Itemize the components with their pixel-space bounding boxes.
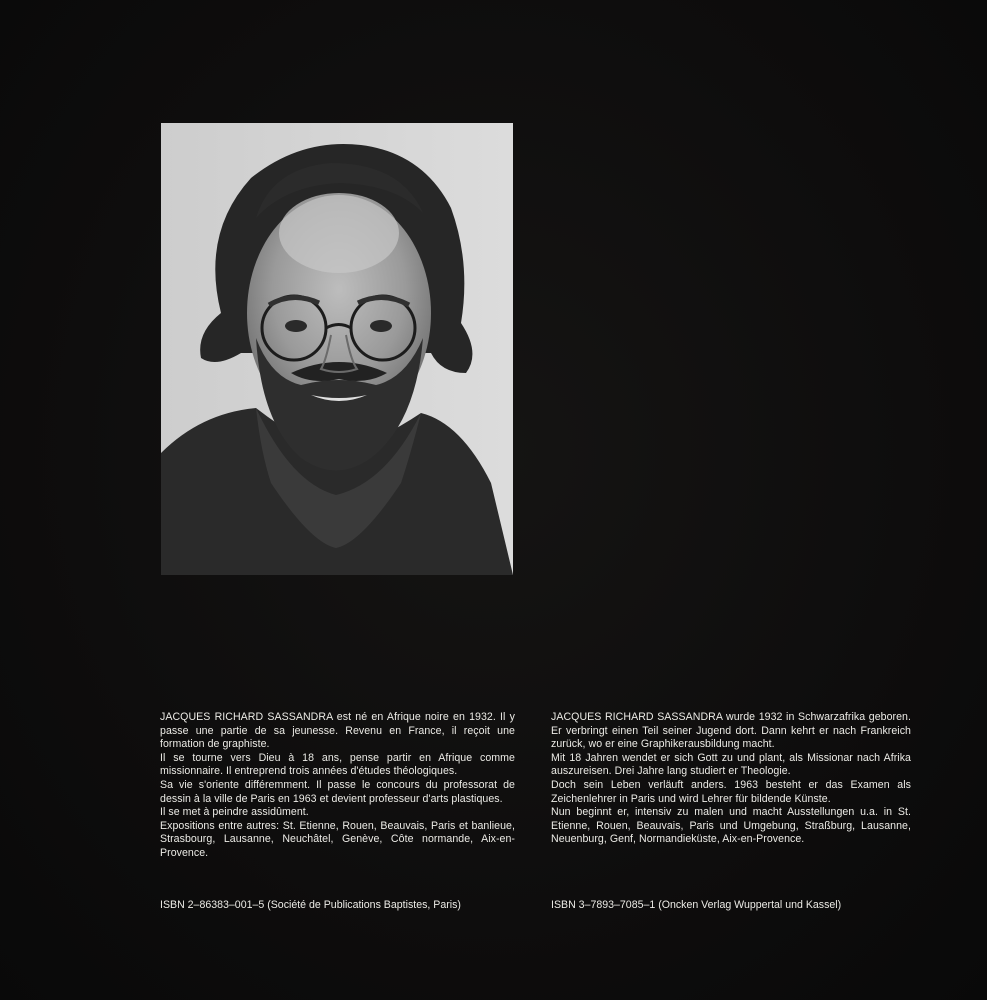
french-paragraph: Il se tourne vers Dieu à 18 ans, pense partir en Afrique comme missionnaire. Il entreprend trois années d'études théologiques. bbox=[160, 751, 515, 778]
german-paragraph: JACQUES RICHARD SASSANDRA wurde 1932 in Schwarzafrika geboren. Er verbringt einen Teil seiner Jugend dort. Dann kehrt er nach Frankreich zurück, wo er eine Graphikerausbildung macht. bbox=[551, 711, 911, 751]
german-biography bbox=[551, 711, 911, 847]
french-paragraph: Il se met à peindre assidûment. bbox=[160, 806, 309, 819]
french-biography bbox=[160, 711, 515, 861]
french-isbn: ISBN 2–86383–001–5 (Société de Publications Baptistes, Paris) bbox=[160, 899, 461, 911]
author-portrait-photo bbox=[161, 123, 513, 575]
french-paragraph: Sa vie s'oriente différemment. Il passe le concours du professorat de dessin à la ville de Paris en 1963 et devient professeur d'arts plastiques. bbox=[160, 778, 515, 805]
french-paragraph: Expositions entre autres: St. Etienne, Rouen, Beauvais, Paris et banlieue, Strasbourg, Lausanne, Neuchâtel, Genève, Côte normande, Aix-en-Provence. bbox=[160, 819, 515, 859]
german-paragraph: Mit 18 Jahren wendet er sich Gott zu und plant, als Missionar nach Afrika auszureisen. Drei Jahre lang studiert er Theologie. bbox=[551, 751, 911, 778]
portrait-illustration bbox=[161, 123, 513, 575]
german-paragraph: Doch sein Leben verläuft anders. 1963 besteht er das Examen als Zeichenlehrer in Paris und wird Lehrer für bildende Künste. bbox=[551, 778, 911, 805]
german-isbn: ISBN 3–7893–7085–1 (Oncken Verlag Wuppertal und Kassel) bbox=[551, 899, 842, 911]
german-paragraph: Nun beginnt er, intensiv zu malen und macht Ausstellungen u.a. in St. Etienne, Rouen, Beauvais, Paris und Umgebung, Straßburg, Lausanne, Neuenburg, Genf, Normandieküste, Aix-en-Provence. bbox=[551, 806, 911, 846]
french-paragraph: JACQUES RICHARD SASSANDRA est né en Afrique noire en 1932. Il y passe une partie de sa jeunesse. Revenu en France, il reçoit une formation de graphiste. bbox=[160, 711, 515, 751]
